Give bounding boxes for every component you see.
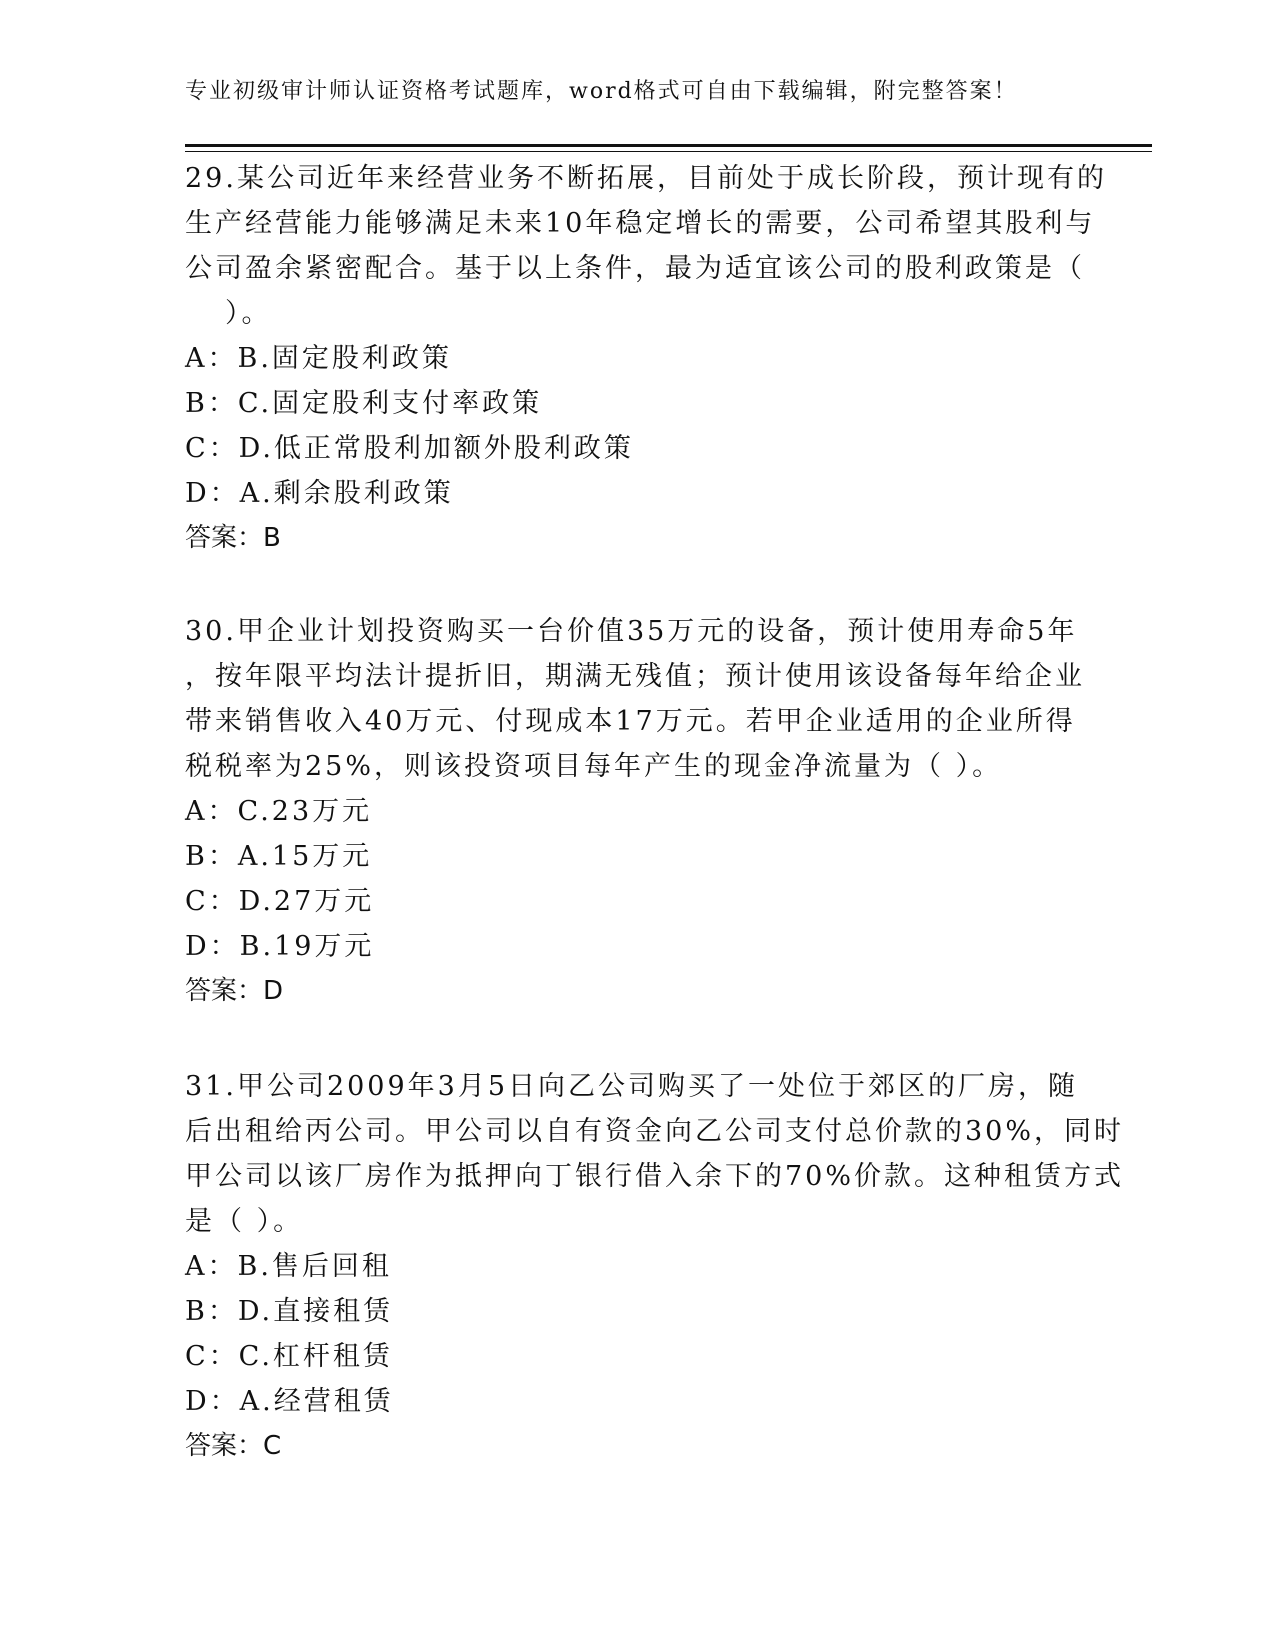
question-stem-line: 税税率为25%，则该投资项目每年产生的现金净流量为（ ）。 — [185, 751, 1003, 782]
option-b: B：A.15万元 — [185, 841, 373, 872]
answer: 答案：B — [185, 523, 281, 553]
question-stem-line: 公司盈余紧密配合。基于以上条件，最为适宜该公司的股利政策是（ — [185, 253, 1085, 284]
option-d: D：A.经营租赁 — [185, 1386, 394, 1417]
option-b: B：D.直接租赁 — [185, 1296, 394, 1327]
option-b: B：C.固定股利支付率政策 — [185, 388, 543, 419]
page-header: 专业初级审计师认证资格考试题库，word格式可自由下载编辑，附完整答案！ — [185, 79, 1018, 104]
answer: 答案：D — [185, 976, 284, 1006]
question-30 — [185, 609, 1085, 1014]
option-d: D：B.19万元 — [185, 931, 375, 962]
question-stem-line: 甲公司以该厂房作为抵押向丁银行借入余下的70%价款。这种租赁方式 — [185, 1161, 1125, 1192]
answer: 答案：C — [185, 1431, 282, 1461]
option-a: A：C.23万元 — [185, 796, 373, 827]
question-29 — [185, 156, 1107, 561]
question-stem-line: 30.甲企业计划投资购买一台价值35万元的设备，预计使用寿命5年 — [185, 616, 1078, 647]
header-divider-thin — [185, 151, 1152, 152]
option-a: A：B.售后回租 — [185, 1251, 392, 1282]
header-divider-thick — [185, 144, 1152, 147]
option-c: C：D.低正常股利加额外股利政策 — [185, 433, 634, 464]
option-a: A：B.固定股利政策 — [185, 343, 452, 374]
question-stem-line: 29.某公司近年来经营业务不断拓展，目前处于成长阶段，预计现有的 — [185, 163, 1107, 194]
question-stem-line: 后出租给丙公司。甲公司以自有资金向乙公司支付总价款的30%，同时 — [185, 1116, 1125, 1147]
option-c: C：D.27万元 — [185, 886, 375, 917]
question-31 — [185, 1064, 1125, 1469]
question-stem-line: 是（ ）。 — [185, 1206, 304, 1237]
option-d: D：A.剩余股利政策 — [185, 478, 454, 509]
question-stem-line: ，按年限平均法计提折旧，期满无残值；预计使用该设备每年给企业 — [185, 661, 1085, 692]
question-stem-line: ）。 — [225, 298, 272, 329]
option-c: C：C.杠杆租赁 — [185, 1341, 393, 1372]
question-stem-line: 生产经营能力能够满足未来10年稳定增长的需要，公司希望其股利与 — [185, 208, 1096, 239]
question-stem-line: 带来销售收入40万元、付现成本17万元。若甲企业适用的企业所得 — [185, 706, 1076, 737]
question-stem-line: 31.甲公司2009年3月5日向乙公司购买了一处位于郊区的厂房，随 — [185, 1071, 1079, 1102]
